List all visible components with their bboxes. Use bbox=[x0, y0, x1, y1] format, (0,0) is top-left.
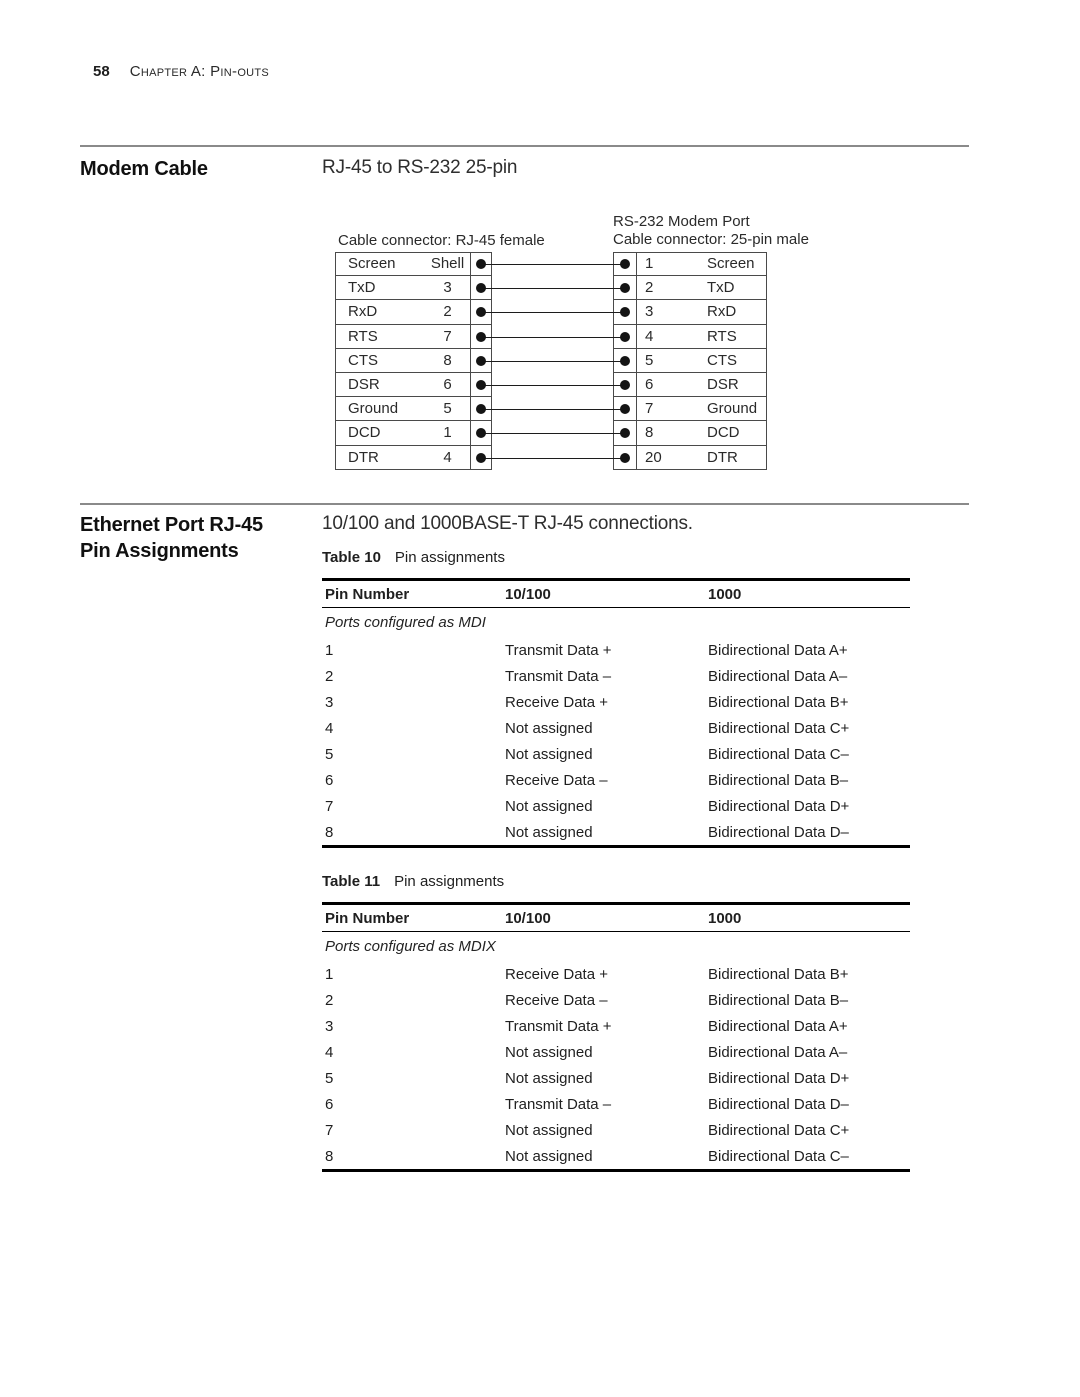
diagram-row bbox=[335, 373, 767, 397]
table-rows bbox=[322, 637, 910, 845]
left-pin-dot-icon bbox=[476, 380, 486, 390]
right-pin-number: 3 bbox=[637, 300, 705, 324]
cell-10-100: Transmit Data + bbox=[505, 641, 612, 659]
diagram-right-title-line1: RS-232 Modem Port bbox=[613, 213, 750, 230]
right-signal-label: DTR bbox=[707, 449, 738, 467]
table-row bbox=[322, 1143, 910, 1169]
page-number: 58 bbox=[93, 63, 110, 80]
wire-line bbox=[481, 458, 625, 459]
table-body bbox=[322, 932, 910, 1172]
cell-1000: Bidirectional Data B– bbox=[708, 991, 849, 1009]
right-pin-number: 2 bbox=[637, 276, 705, 300]
cell-1000: Bidirectional Data B+ bbox=[708, 693, 849, 711]
wire-line bbox=[481, 385, 625, 386]
right-signal-label: Screen bbox=[705, 252, 767, 276]
left-signal-label: TxD bbox=[335, 276, 425, 300]
table-row bbox=[322, 1117, 910, 1143]
diagram-row bbox=[335, 276, 767, 300]
page-header bbox=[93, 63, 269, 80]
cell-1000: Bidirectional Data A– bbox=[708, 667, 848, 685]
right-signal-label: DCD bbox=[705, 421, 767, 445]
column-header-10-100: 10/100 bbox=[505, 585, 551, 603]
table-row bbox=[322, 987, 910, 1013]
left-signal-label: Screen bbox=[335, 252, 425, 276]
right-pin-number: 6 bbox=[637, 373, 705, 397]
left-signal-label: DTR bbox=[348, 449, 379, 467]
left-pin-number: 6 bbox=[425, 373, 470, 397]
cell-1000: Bidirectional Data D– bbox=[708, 823, 849, 841]
table-row bbox=[322, 767, 910, 793]
right-pin-number: 20 bbox=[645, 449, 662, 467]
wire-line bbox=[481, 264, 625, 265]
diagram-row bbox=[335, 300, 767, 324]
table-caption-text: Pin assignments bbox=[394, 549, 505, 566]
cell-1000: Bidirectional Data B– bbox=[708, 771, 849, 789]
left-signal-label: DCD bbox=[335, 421, 425, 445]
diagram-right-connector-title bbox=[613, 213, 809, 249]
cell-10-100: Receive Data – bbox=[505, 991, 608, 1009]
left-pin-number: 2 bbox=[425, 300, 470, 324]
cell-1000: Bidirectional Data C– bbox=[708, 745, 849, 763]
table-rows bbox=[322, 961, 910, 1169]
modem-cable-wiring-diagram bbox=[335, 211, 809, 470]
cell-pin-number: 1 bbox=[325, 965, 334, 983]
left-pin-number: 3 bbox=[425, 276, 470, 300]
table-caption-label: Table 10 bbox=[322, 549, 381, 566]
right-signal-label: DSR bbox=[705, 373, 767, 397]
table-caption bbox=[322, 549, 910, 567]
cell-10-100: Transmit Data + bbox=[505, 1017, 612, 1035]
cell-1000: Bidirectional Data C+ bbox=[708, 719, 850, 737]
wire-line bbox=[481, 312, 625, 313]
table-caption-label: Table 11 bbox=[322, 873, 381, 890]
right-signal-label: RTS bbox=[705, 325, 767, 349]
cell-pin-number: 7 bbox=[325, 1121, 334, 1139]
cell-pin-number: 3 bbox=[325, 1017, 334, 1035]
table-row bbox=[322, 819, 910, 845]
right-pin-number: 4 bbox=[637, 325, 705, 349]
table-row bbox=[322, 1091, 910, 1117]
left-pin-number: Shell bbox=[425, 252, 470, 276]
wire-line bbox=[481, 433, 625, 434]
cell-10-100: Transmit Data – bbox=[505, 1095, 612, 1113]
table-row bbox=[322, 1039, 910, 1065]
wire-line bbox=[481, 288, 625, 289]
table-header-row bbox=[322, 902, 910, 932]
left-signal-label: RxD bbox=[335, 300, 425, 324]
cell-pin-number: 1 bbox=[325, 641, 334, 659]
right-pin-dot-icon bbox=[620, 380, 630, 390]
diagram-row bbox=[335, 252, 767, 276]
table-group-label: Ports configured as MDIX bbox=[325, 938, 496, 955]
table-row bbox=[322, 1013, 910, 1039]
diagram-titles bbox=[335, 211, 809, 252]
cell-pin-number: 2 bbox=[325, 991, 334, 1009]
left-pin-number: 4 bbox=[443, 449, 452, 467]
chapter-title: Chapter A: Pin-outs bbox=[129, 63, 270, 80]
column-header-1000: 1000 bbox=[708, 909, 742, 927]
cell-pin-number: 4 bbox=[325, 1043, 334, 1061]
wire-line bbox=[481, 409, 625, 410]
left-pin-number: 7 bbox=[425, 325, 470, 349]
left-pin-number: 8 bbox=[425, 349, 470, 373]
left-signal-label: DSR bbox=[335, 373, 425, 397]
right-pin-number: 1 bbox=[637, 252, 705, 276]
column-header-1000: 1000 bbox=[708, 585, 742, 603]
section-divider bbox=[80, 503, 969, 505]
table-row bbox=[322, 715, 910, 741]
left-signal-label: RTS bbox=[335, 325, 425, 349]
section-heading-modem-cable: Modem Cable bbox=[80, 158, 208, 180]
cell-10-100: Not assigned bbox=[505, 1147, 593, 1165]
cell-1000: Bidirectional Data C– bbox=[708, 1147, 849, 1165]
table-row bbox=[322, 689, 910, 715]
table-row bbox=[322, 637, 910, 663]
cell-pin-number: 2 bbox=[325, 667, 334, 685]
diagram-row bbox=[335, 446, 767, 470]
right-pin-number: 7 bbox=[637, 397, 705, 421]
left-pin-dot-icon bbox=[476, 356, 486, 366]
column-header-10-100: 10/100 bbox=[505, 909, 551, 927]
cell-10-100: Receive Data + bbox=[505, 965, 608, 983]
table-row bbox=[322, 663, 910, 689]
cell-pin-number: 4 bbox=[325, 719, 334, 737]
cell-1000: Bidirectional Data A– bbox=[708, 1043, 848, 1061]
cell-10-100: Receive Data – bbox=[505, 771, 608, 789]
table-body bbox=[322, 608, 910, 848]
right-pin-number: 5 bbox=[637, 349, 705, 373]
column-header-pin-number: Pin Number bbox=[325, 909, 410, 927]
table-caption-text: Pin assignments bbox=[394, 873, 505, 890]
diagram-right-title-line2: Cable connector: 25-pin male bbox=[613, 231, 809, 248]
table-row bbox=[322, 793, 910, 819]
cell-1000: Bidirectional Data A+ bbox=[708, 1017, 848, 1035]
modem-cable-subtitle: RJ-45 to RS-232 25-pin bbox=[322, 157, 518, 178]
ethernet-heading-line2: Pin Assignments bbox=[80, 540, 239, 562]
cell-10-100: Not assigned bbox=[505, 823, 593, 841]
cell-pin-number: 6 bbox=[325, 1095, 334, 1113]
section-heading-ethernet-port bbox=[80, 512, 263, 564]
cell-1000: Bidirectional Data D– bbox=[708, 1095, 849, 1113]
pin-assignments-table-10 bbox=[322, 549, 910, 848]
right-pin-number: 8 bbox=[637, 421, 705, 445]
cell-10-100: Not assigned bbox=[505, 797, 593, 815]
left-pin-number: 1 bbox=[425, 421, 470, 445]
table-row bbox=[322, 1065, 910, 1091]
left-signal-label: Ground bbox=[335, 397, 425, 421]
cell-10-100: Not assigned bbox=[505, 719, 593, 737]
right-signal-label: TxD bbox=[705, 276, 767, 300]
table-caption bbox=[322, 873, 910, 891]
left-signal-label: CTS bbox=[335, 349, 425, 373]
cell-pin-number: 6 bbox=[325, 771, 334, 789]
table-row bbox=[322, 961, 910, 987]
cell-pin-number: 8 bbox=[325, 1147, 334, 1165]
left-pin-dot-icon bbox=[476, 332, 486, 342]
right-signal-label: CTS bbox=[705, 349, 767, 373]
cell-pin-number: 5 bbox=[325, 1069, 334, 1087]
diagram-row bbox=[335, 349, 767, 373]
diagram-row bbox=[335, 397, 767, 421]
left-pin-number: 5 bbox=[425, 397, 470, 421]
right-signal-label: Ground bbox=[705, 397, 767, 421]
table-header-row bbox=[322, 578, 910, 608]
cell-10-100: Not assigned bbox=[505, 1121, 593, 1139]
cell-pin-number: 5 bbox=[325, 745, 334, 763]
cell-1000: Bidirectional Data C+ bbox=[708, 1121, 850, 1139]
right-pin-dot-icon bbox=[620, 332, 630, 342]
cell-10-100: Not assigned bbox=[505, 1069, 593, 1087]
diagram-row bbox=[335, 421, 767, 445]
cell-1000: Bidirectional Data D+ bbox=[708, 1069, 850, 1087]
right-pin-dot-icon bbox=[620, 356, 630, 366]
wire-line bbox=[481, 361, 625, 362]
diagram-row bbox=[335, 325, 767, 349]
right-signal-label: RxD bbox=[705, 300, 767, 324]
cell-10-100: Receive Data + bbox=[505, 693, 608, 711]
cell-10-100: Not assigned bbox=[505, 1043, 593, 1061]
table-row bbox=[322, 741, 910, 767]
table-group-label: Ports configured as MDI bbox=[325, 614, 486, 631]
column-header-pin-number: Pin Number bbox=[325, 585, 410, 603]
cell-pin-number: 3 bbox=[325, 693, 334, 711]
cell-pin-number: 8 bbox=[325, 823, 334, 841]
cell-10-100: Not assigned bbox=[505, 745, 593, 763]
cell-pin-number: 7 bbox=[325, 797, 334, 815]
ethernet-subtitle: 10/100 and 1000BASE-T RJ-45 connections. bbox=[322, 513, 693, 534]
cell-10-100: Transmit Data – bbox=[505, 667, 612, 685]
diagram-left-connector-title: Cable connector: RJ-45 female bbox=[338, 232, 545, 249]
diagram-connector-tables bbox=[335, 252, 767, 470]
cell-1000: Bidirectional Data B+ bbox=[708, 965, 849, 983]
ethernet-heading-line1: Ethernet Port RJ-45 bbox=[80, 514, 263, 536]
pin-assignments-table-11 bbox=[322, 873, 910, 1172]
cell-1000: Bidirectional Data A+ bbox=[708, 641, 848, 659]
section-divider bbox=[80, 145, 969, 147]
wire-line bbox=[481, 337, 625, 338]
cell-1000: Bidirectional Data D+ bbox=[708, 797, 850, 815]
left-pin-dot-icon bbox=[476, 453, 486, 463]
right-pin-dot-icon bbox=[620, 453, 630, 463]
